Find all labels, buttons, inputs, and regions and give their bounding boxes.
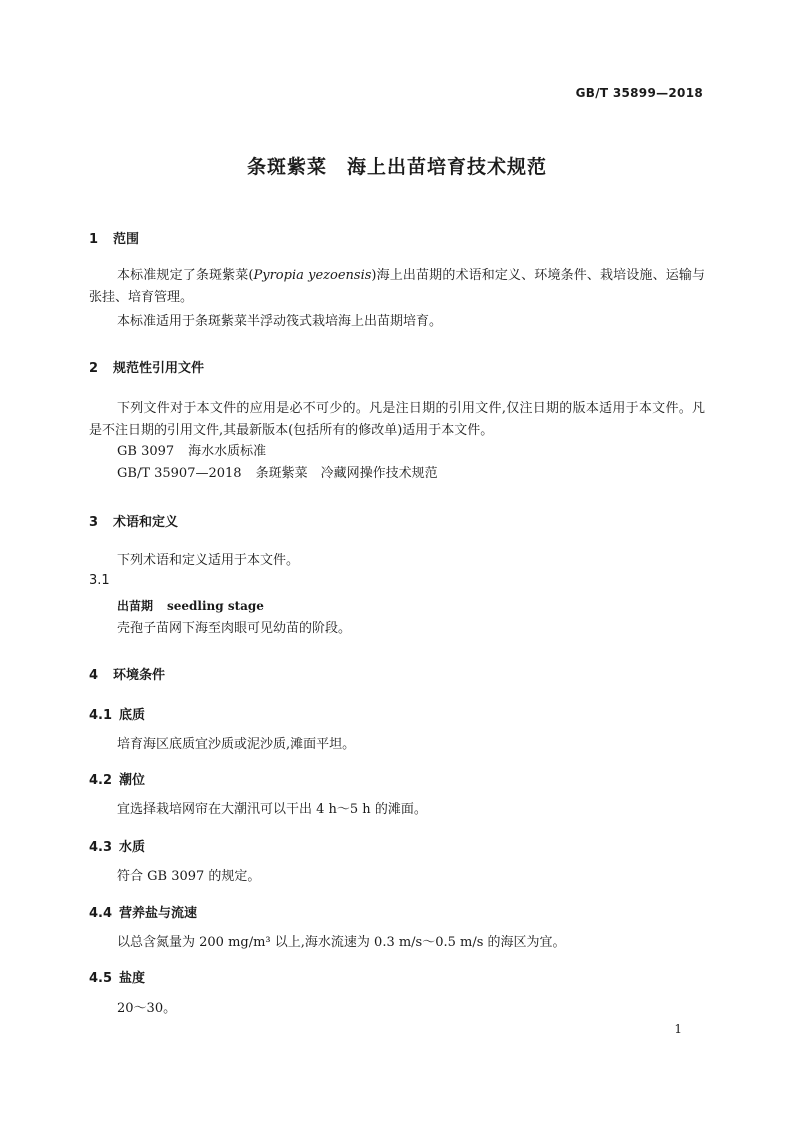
subsection-4-4-heading: [89, 902, 197, 921]
document-title: 条斑紫菜 海上出苗培育技术规范: [246, 156, 547, 178]
reference-code: GB 3097: [117, 444, 175, 459]
section-number: 2: [89, 361, 99, 376]
subsection-4-2-text: 宜选择栽培网帘在大潮汛可以干出 4 h～5 h 的滩面。: [117, 802, 427, 817]
subsection-4-5-text: 20～30。: [117, 1001, 177, 1016]
subsection-4-2-heading: [89, 769, 145, 788]
subsection-4-1-text: 培育海区底质宜沙质或泥沙质,滩面平坦。: [117, 737, 356, 752]
section-number: 1: [89, 232, 99, 247]
references-paragraph: 下列文件对于本文件的应用是必不可少的。凡是注日期的引用文件,仅注日期的版本适用于本文件。凡是不注日期的引用文件,其最新版本(包括所有的修改单)适用于本文件。: [89, 401, 705, 438]
subsection-4-1-heading: [89, 704, 145, 723]
subsection-title: 盐度: [119, 971, 146, 986]
reference-item: [117, 463, 438, 485]
subsection-title: 水质: [119, 840, 146, 855]
section-3-heading: [89, 511, 178, 530]
term-definition: 壳孢子苗网下海至肉眼可见幼苗的阶段。: [117, 621, 352, 636]
section-2-heading: [89, 357, 204, 376]
subsection-number: 4.1: [89, 708, 113, 723]
scope-paragraph-2: 本标准适用于条斑紫菜半浮动筏式栽培海上出苗期培育。: [117, 314, 443, 329]
section-number: 3: [89, 515, 99, 530]
section-1-heading: [89, 228, 139, 247]
subsection-4-4-text: 以总含氮量为 200 mg/m³ 以上,海水流速为 0.3 m/s～0.5 m/s 的海区为宜。: [117, 935, 566, 950]
subsection-title: 底质: [119, 708, 146, 723]
section-title: 规范性引用文件: [113, 361, 205, 376]
section-title: 环境条件: [113, 668, 166, 683]
reference-title: 海水水质标准: [188, 444, 267, 459]
subsection-number: 4.5: [89, 971, 113, 986]
subsection-number: 4.2: [89, 773, 113, 788]
section-title: 术语和定义: [113, 515, 179, 530]
page-number: 1: [674, 1022, 682, 1036]
subsection-4-3-text: 符合 GB 3097 的规定。: [117, 869, 261, 884]
reference-item: [117, 441, 266, 463]
text-run: )海上出苗期的术语和定义、环境条件、栽培设施、运输与张挂、培育管理。: [89, 268, 705, 305]
section-title: 范围: [113, 232, 140, 247]
section-number: 4: [89, 668, 99, 683]
subsection-title: 营养盐与流速: [119, 906, 198, 921]
subsection-title: 潮位: [119, 773, 146, 788]
subsection-4-3-heading: [89, 836, 145, 855]
standard-code: GB/T 35899—2018: [575, 86, 703, 100]
reference-code: GB/T 35907—2018: [117, 466, 242, 481]
subsection-4-5-heading: [89, 967, 145, 986]
term-zh: 出苗期: [117, 599, 154, 613]
terms-intro: 下列术语和定义适用于本文件。: [117, 553, 300, 568]
subsection-number: 4.4: [89, 906, 113, 921]
term-en: seedling stage: [167, 599, 264, 613]
scope-paragraph-1: [89, 265, 705, 309]
subsection-number: 4.3: [89, 840, 113, 855]
reference-title: 条斑紫菜 冷藏网操作技术规范: [255, 466, 438, 481]
section-4-heading: [89, 664, 165, 683]
term-number: 3.1: [89, 573, 110, 588]
text-run: 本标准规定了条斑紫菜(: [117, 268, 254, 283]
latin-name: Pyropia yezoensis: [253, 268, 372, 283]
term-entry: [117, 597, 264, 614]
